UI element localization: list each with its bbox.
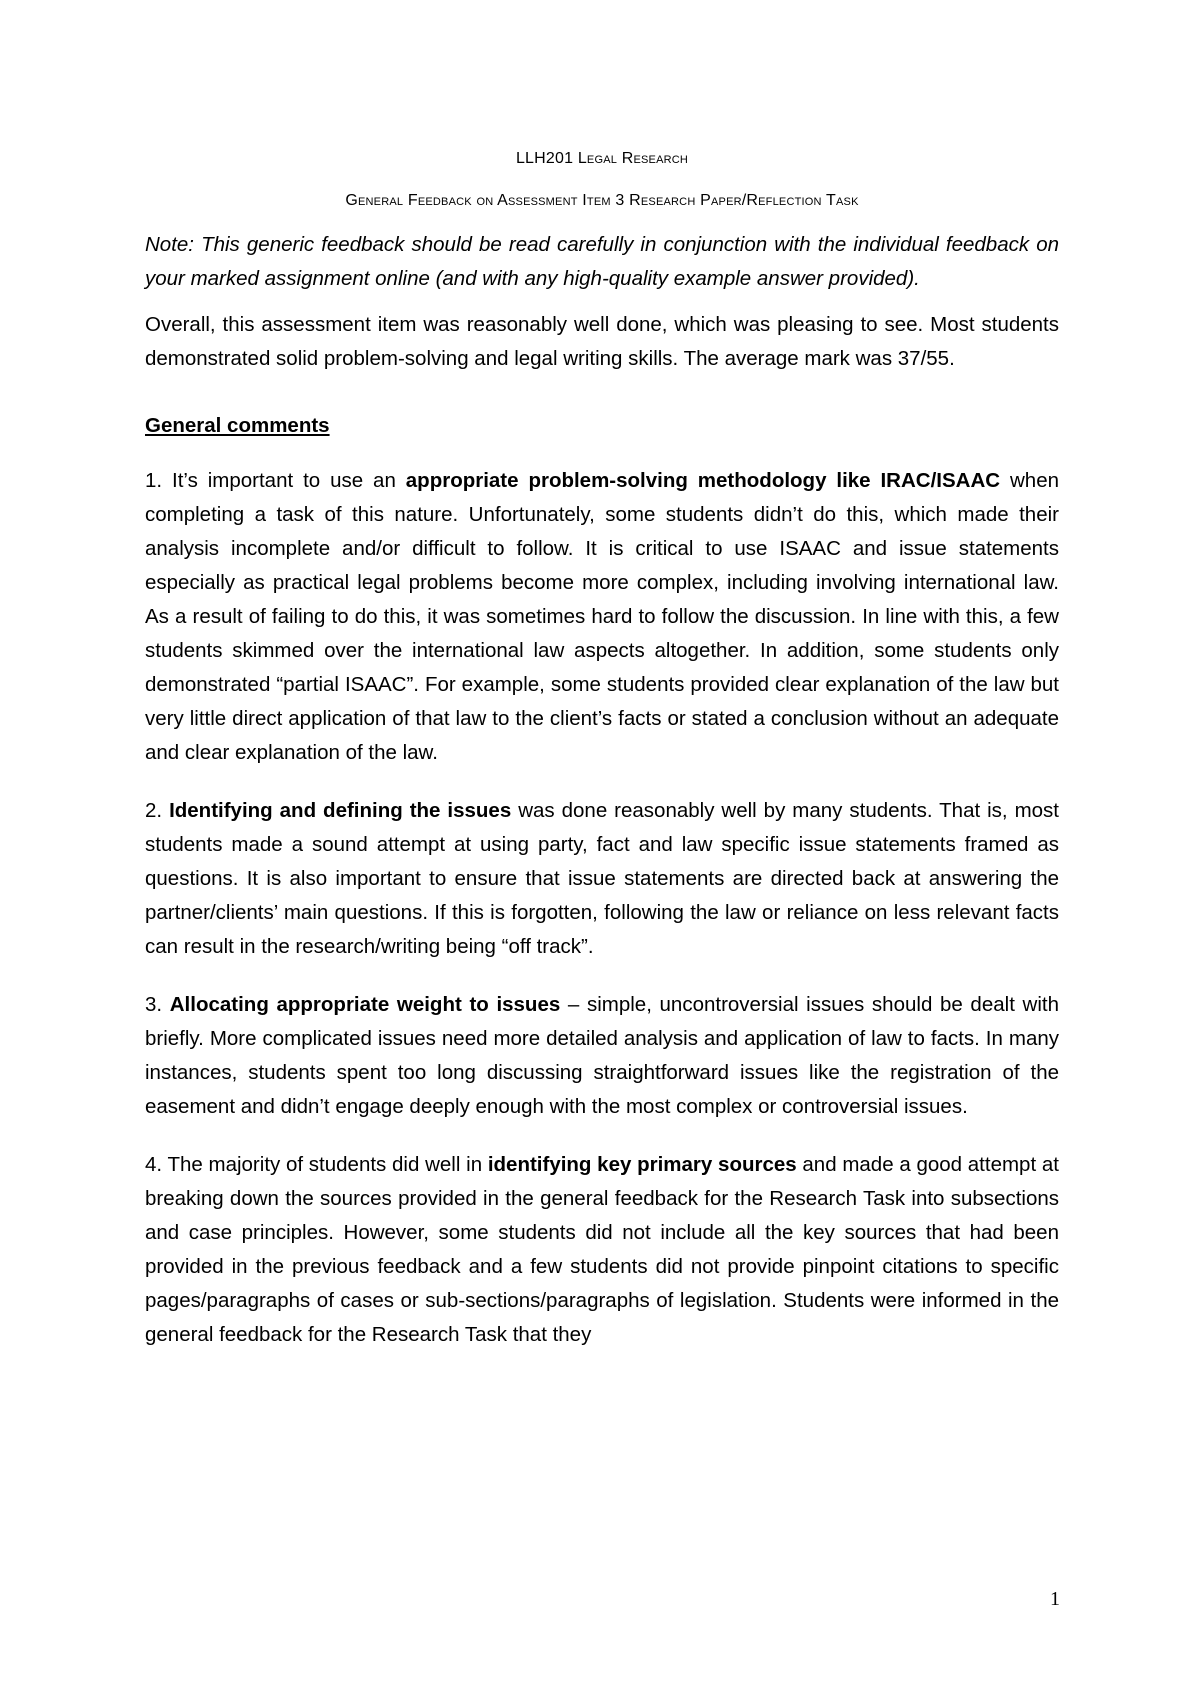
- comment-item-emphasis: Identifying and defining the issues: [169, 799, 512, 822]
- comment-item-prefix: 1. It’s important to use an: [145, 469, 406, 492]
- comment-item-text: – simple, uncontroversial issues should be dealt with briefly. More complicated issues need more detailed analysis and application of law to facts. In many instances, students spent too long discussing straightforward issues like the registration of the easement and didn’t engage deeply enough with the most complex or controversial issues.: [145, 993, 1059, 1118]
- comment-item-text: when completing a task of this nature. Unfortunately, some students didn’t do this, which made their analysis incomplete and/or difficult to follow. It is critical to use ISAAC and issue statements especially as practical legal problems become more complex, including involving international law. As a result of failing to do this, it was sometimes hard to follow the discussion. In line with this, a few students skimmed over the international law aspects altogether. In addition, some students only demonstrated “partial ISAAC”. For example, some students provided clear explanation of the law but very little direct application of that law to the client’s facts or stated a conclusion without an adequate and clear explanation of the law.: [145, 469, 1059, 764]
- comment-item-1: [145, 464, 1059, 770]
- comment-item-prefix: 3.: [145, 993, 170, 1016]
- general-comments-heading: General comments: [145, 414, 330, 437]
- comment-item-text: was done reasonably well by many students. That is, most students made a sound attempt at using party, fact and law specific issue statements framed as questions. It is also important to ensure that issue statements are directed back at answering the partner/clients’ main questions. If this is forgotten, following the law or reliance on less relevant facts can result in the research/writing being “off track”.: [145, 799, 1060, 958]
- page-number: 1: [1050, 1588, 1060, 1610]
- comment-item-3: [145, 988, 1059, 1124]
- comment-item-emphasis: appropriate problem-solving methodology like IRAC/ISAAC: [405, 469, 1001, 492]
- document-title: LLH201 Legal Research: [515, 150, 689, 167]
- note-paragraph: Note: This generic feedback should be read carefully in conjunction with the individual feedback on your marked assignment online (and with any high-quality example answer provided).: [145, 233, 1059, 290]
- comment-item-4: [145, 1148, 1059, 1352]
- overall-paragraph: Overall, this assessment item was reasonably well done, which was pleasing to see. Most students demonstrated solid problem-solving and legal writing skills. The average mark was 37/55.: [145, 313, 1059, 370]
- comment-item-prefix: 2.: [145, 799, 170, 822]
- comment-item-emphasis: identifying key primary sources: [487, 1153, 797, 1176]
- comment-item-prefix: 4. The majority of students did well in: [145, 1153, 488, 1176]
- comment-item-2: [145, 794, 1059, 964]
- comment-item-emphasis: Allocating appropriate weight to issues: [169, 993, 561, 1016]
- comment-item-text: and made a good attempt at breaking down the sources provided in the general feedback for the Research Task into subsections and case principles. However, some students did not include all the key sources that had been provided in the previous feedback and a few students did not provide pinpoint citations to specific pages/paragraphs of cases or sub-sections/paragraphs of legislation. Students were informed in the general feedback for the Research Task that they: [145, 1153, 1059, 1346]
- document-body: [145, 148, 1059, 1376]
- document-subtitle: General Feedback on Assessment Item 3 Research Paper/Reflection Task: [345, 192, 859, 209]
